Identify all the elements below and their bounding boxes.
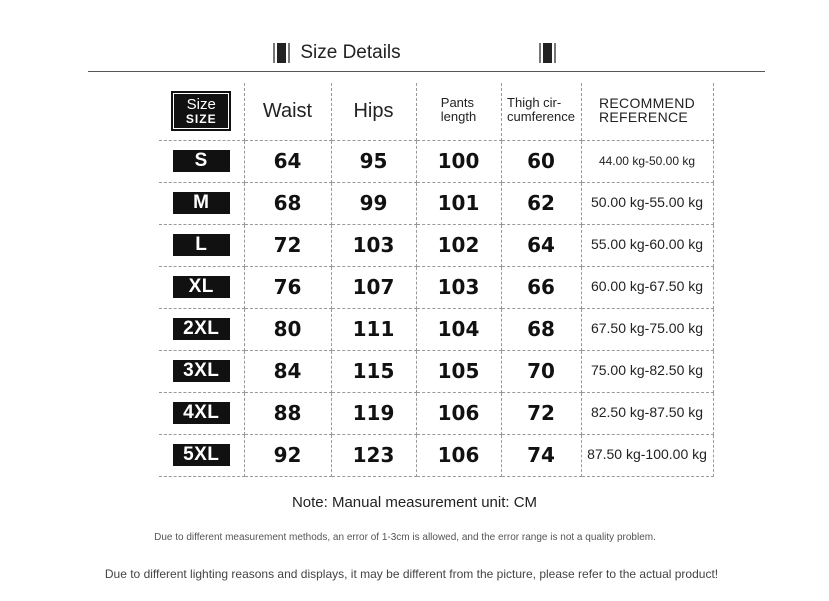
size-table: [159, 83, 714, 477]
pants-length-value-cell: [416, 350, 501, 392]
pants-length-value: 106: [437, 401, 480, 425]
pants-length-value: 106: [437, 443, 480, 467]
thigh-value-cell: [501, 266, 581, 308]
pants-length-value-cell: [416, 392, 501, 434]
measurement-note: Note: Manual measurement unit: CM: [291, 494, 538, 511]
thigh-value-cell: [501, 392, 581, 434]
pants-length-value: 105: [437, 359, 480, 383]
hips-value: 115: [352, 359, 395, 383]
header-recommend-line1: RECOMMEND: [598, 94, 696, 111]
lighting-disclaimer: Due to different lighting reasons and displays, it may be different from the picture, please refer to the actual product!: [104, 567, 719, 581]
thigh-value: 62: [527, 191, 555, 215]
recommend-value: 60.00 kg-67.50 kg: [590, 278, 704, 294]
recommend-value-cell: [581, 182, 713, 224]
hips-value-cell: [331, 308, 416, 350]
thigh-value-cell: [501, 140, 581, 182]
recommend-value: 82.50 kg-87.50 kg: [590, 404, 704, 420]
pants-length-value: 100: [437, 149, 480, 173]
waist-value-cell: [244, 434, 331, 476]
size-badge: 2XL: [173, 318, 230, 340]
hips-value: 95: [359, 149, 388, 173]
hips-value-cell: [331, 392, 416, 434]
recommend-value: 55.00 kg-60.00 kg: [590, 236, 704, 252]
page-title: Size Details: [300, 42, 401, 63]
recommend-value-cell: [581, 392, 713, 434]
waist-value-cell: [244, 350, 331, 392]
size-badge: 4XL: [173, 402, 230, 424]
recommend-value: 67.50 kg-75.00 kg: [590, 320, 704, 336]
size-badge: M: [173, 192, 230, 214]
table-row: [159, 224, 713, 266]
pants-length-value: 104: [437, 317, 480, 341]
size-header-line2: SIZE: [185, 112, 217, 127]
size-badge: 5XL: [173, 444, 230, 466]
header-thigh-line2: cumference: [507, 109, 575, 125]
pants-length-value: 103: [437, 275, 480, 299]
hips-value: 103: [352, 233, 395, 257]
header-hips: [331, 83, 416, 140]
header-thigh-label: [507, 96, 575, 124]
hips-value: 123: [352, 443, 395, 467]
waist-value-cell: [244, 224, 331, 266]
waist-value: 64: [273, 149, 302, 173]
header-size: [159, 83, 244, 140]
header-recommend-line2: REFERENCE: [598, 108, 689, 125]
header-waist: [244, 83, 331, 140]
table-row: [159, 308, 713, 350]
waist-value: 72: [273, 233, 302, 257]
thigh-value-cell: [501, 308, 581, 350]
size-badge: L: [173, 234, 230, 256]
header-pants-label: [441, 96, 476, 124]
recommend-value: 50.00 kg-55.00 kg: [590, 194, 704, 210]
waist-value-cell: [244, 392, 331, 434]
thigh-value: 68: [527, 317, 555, 341]
header-hips-label: Hips: [353, 99, 394, 122]
hips-value-cell: [331, 266, 416, 308]
waist-value: 88: [273, 401, 302, 425]
header-thigh-line1: Thigh cir-: [507, 95, 562, 111]
pants-length-value-cell: [416, 434, 501, 476]
header-waist-label: Waist: [262, 99, 313, 122]
right-bars-icon: [539, 42, 556, 64]
pants-length-value-cell: [416, 140, 501, 182]
header-pants: [416, 83, 501, 140]
hips-value-cell: [331, 224, 416, 266]
error-disclaimer: Due to different measurement methods, an error of 1-3cm is allowed, and the error range is not a quality problem.: [154, 532, 656, 543]
waist-value: 84: [273, 359, 302, 383]
header-thigh: [501, 83, 581, 140]
recommend-value: 44.00 kg-50.00 kg: [598, 154, 696, 168]
pants-length-value: 102: [437, 233, 480, 257]
recommend-value-cell: [581, 266, 713, 308]
pants-length-value: 101: [437, 191, 480, 215]
table-row: [159, 350, 713, 392]
size-badge-cell: [159, 350, 244, 392]
title-bar: [0, 38, 829, 68]
table-row: [159, 392, 713, 434]
waist-value: 68: [273, 191, 302, 215]
recommend-value-cell: [581, 350, 713, 392]
hips-value: 111: [352, 317, 395, 341]
waist-value-cell: [244, 140, 331, 182]
pants-length-value-cell: [416, 308, 501, 350]
hips-value: 107: [352, 275, 395, 299]
thigh-value: 66: [527, 275, 555, 299]
thigh-value-cell: [501, 224, 581, 266]
recommend-value: 87.50 kg-100.00 kg: [587, 446, 707, 462]
hips-value-cell: [331, 434, 416, 476]
waist-value-cell: [244, 308, 331, 350]
table-row: [159, 182, 713, 224]
thigh-value-cell: [501, 182, 581, 224]
size-badge-cell: [159, 266, 244, 308]
hips-value: 99: [359, 191, 388, 215]
recommend-value-cell: [581, 140, 713, 182]
hips-value: 119: [352, 401, 395, 425]
pants-length-value-cell: [416, 266, 501, 308]
waist-value: 92: [273, 443, 302, 467]
waist-value: 80: [273, 317, 302, 341]
size-badge: 3XL: [173, 360, 230, 382]
title-divider: [88, 71, 765, 72]
size-badge-cell: [159, 182, 244, 224]
table-row: [159, 266, 713, 308]
size-badge-cell: [159, 140, 244, 182]
left-bars-icon: [273, 42, 290, 64]
header-recommend: [581, 83, 713, 140]
size-badge: XL: [173, 276, 230, 298]
header-pants-line2: length: [440, 109, 477, 125]
recommend-value-cell: [581, 224, 713, 266]
recommend-value-cell: [581, 308, 713, 350]
table-row: [159, 434, 713, 476]
thigh-value: 70: [527, 359, 555, 383]
thigh-value: 74: [527, 443, 555, 467]
waist-value-cell: [244, 182, 331, 224]
table-row: [159, 140, 713, 182]
size-header-line1: Size: [186, 96, 216, 114]
size-header-badge: [174, 94, 228, 128]
header-row: [159, 83, 713, 140]
thigh-value-cell: [501, 434, 581, 476]
thigh-value-cell: [501, 350, 581, 392]
size-badge-cell: [159, 224, 244, 266]
hips-value-cell: [331, 182, 416, 224]
hips-value-cell: [331, 350, 416, 392]
size-badge-cell: [159, 308, 244, 350]
size-badge: S: [173, 150, 230, 172]
thigh-value: 60: [527, 149, 555, 173]
size-badge-cell: [159, 434, 244, 476]
pants-length-value-cell: [416, 182, 501, 224]
hips-value-cell: [331, 140, 416, 182]
header-pants-line1: Pants: [440, 95, 475, 111]
waist-value: 76: [273, 275, 302, 299]
header-recommend-label: [599, 96, 695, 124]
thigh-value: 64: [527, 233, 555, 257]
thigh-value: 72: [527, 401, 555, 425]
waist-value-cell: [244, 266, 331, 308]
pants-length-value-cell: [416, 224, 501, 266]
size-badge-cell: [159, 392, 244, 434]
recommend-value-cell: [581, 434, 713, 476]
recommend-value: 75.00 kg-82.50 kg: [590, 362, 704, 378]
